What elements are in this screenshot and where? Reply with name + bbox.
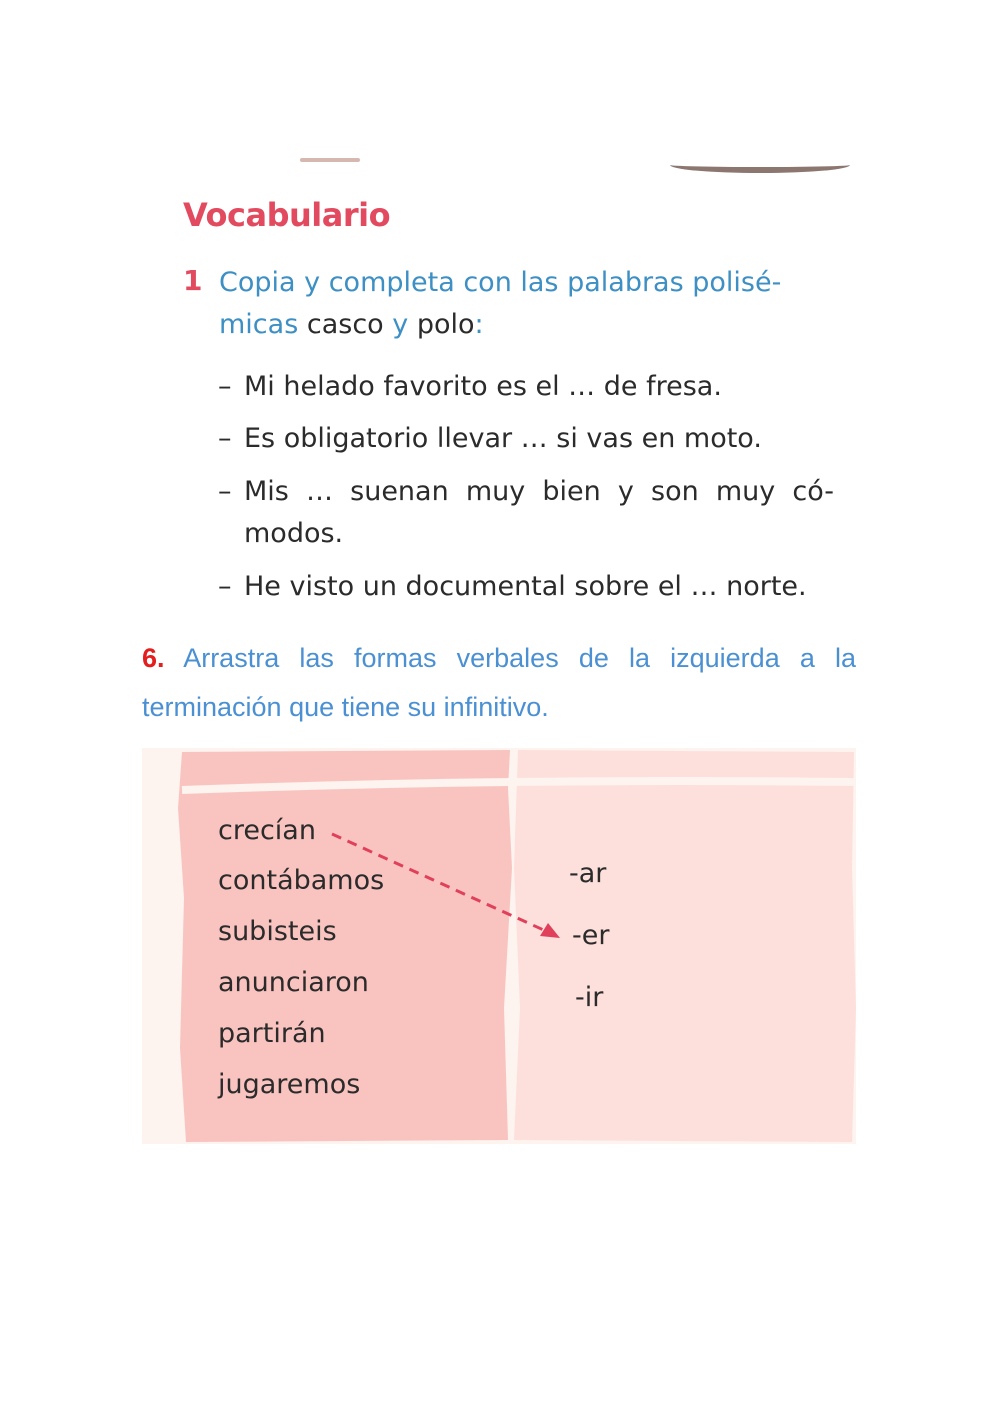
sentence-4 (218, 566, 807, 608)
exercise-instruction (219, 262, 859, 346)
dash: – (218, 476, 232, 507)
dash: – (218, 571, 232, 602)
keyword-casco: casco (306, 309, 384, 340)
verb-partiran[interactable]: partirán (218, 1018, 326, 1049)
sentence-text: Mi helado favorito es el … de fresa. (244, 371, 722, 402)
verb-anunciaron[interactable]: anunciaron (218, 967, 369, 998)
task-text-1: Arrastra las formas verbales de la izquierda a la (183, 643, 857, 673)
decorative-curve-right (670, 157, 850, 173)
ending-ar[interactable]: -ar (569, 858, 607, 889)
ending-er[interactable]: -er (572, 920, 610, 951)
decorative-line-left (300, 158, 360, 162)
sentence-3 (218, 471, 834, 513)
verb-crecian[interactable]: crecían (218, 815, 316, 846)
dash: – (218, 423, 232, 454)
task-instruction-line1 (142, 638, 856, 678)
instruction-part2: micas (219, 309, 299, 340)
sentence-3-continuation: modos. (244, 518, 344, 549)
verb-jugaremos[interactable]: jugaremos (218, 1069, 361, 1100)
sentence-text: Es obligatorio llevar … si vas en moto. (244, 423, 762, 454)
keyword-polo: polo (416, 309, 475, 340)
sentence-1 (218, 366, 722, 408)
ending-ir[interactable]: -ir (575, 982, 604, 1013)
verb-contabamos[interactable]: contábamos (218, 865, 385, 896)
sentence-text: Mis … suenan muy bien y son muy có- (244, 476, 834, 507)
task-instruction-line2: terminación que tiene su infinitivo. (142, 692, 549, 722)
section-heading: Vocabulario (183, 196, 391, 234)
task-number: 6. (142, 643, 165, 673)
instruction-conj: y (392, 309, 409, 340)
verb-subisteis[interactable]: subisteis (218, 916, 337, 947)
sentence-2 (218, 418, 762, 460)
exercise-number: 1 (183, 264, 203, 297)
dash: – (218, 371, 232, 402)
instruction-part1: Copia y completa con las palabras polisé- (219, 267, 782, 298)
sentence-text: He visto un documental sobre el … norte. (244, 571, 807, 602)
right-column (514, 750, 856, 1142)
instruction-end: : (474, 309, 484, 340)
